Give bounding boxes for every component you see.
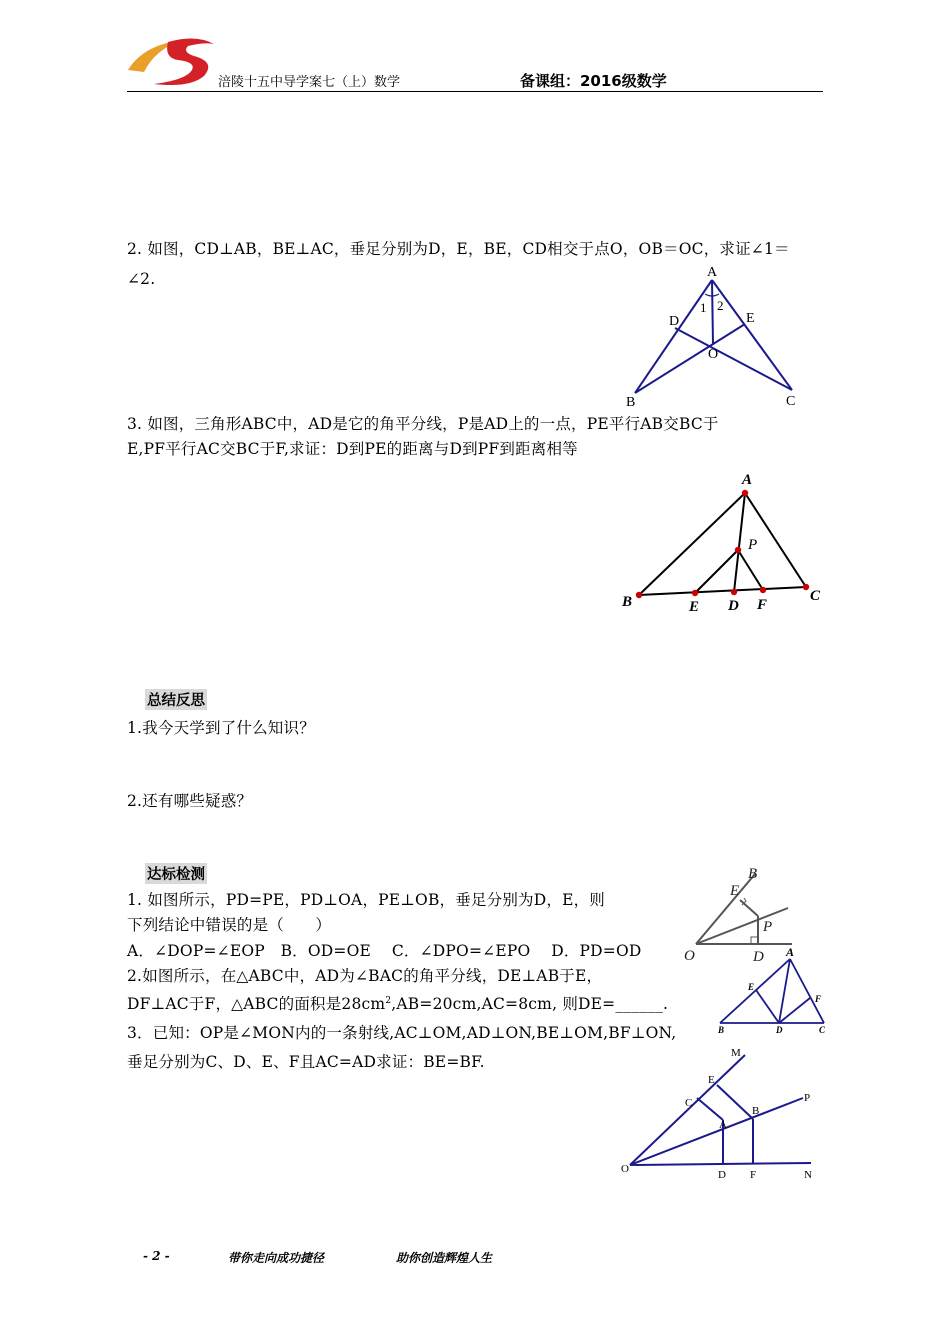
test-p3-line2: 垂足分别为C、D、E、F且AC=AD求证：BE=BF.: [127, 1053, 485, 1071]
fig3-label-D: D: [718, 1169, 726, 1181]
q3-text-line2: E,PF平行AC交BC于F,求证：D到PE的距离与D到PF到距离相等: [127, 440, 578, 458]
test-p1-options: A．∠DOP=∠EOP B．OD=OE C．∠DPO=∠EPO D．PD=OD: [127, 942, 642, 960]
fig2-label-A: A: [786, 946, 795, 959]
q3-seg-AD: [734, 493, 745, 592]
q2-label-C: C: [786, 394, 796, 409]
fig2-seg-AB: [720, 959, 790, 1023]
q2-label-B: B: [626, 395, 636, 410]
fig3-ray-OM: [630, 1055, 745, 1165]
fig3-seg-BE: [717, 1085, 753, 1119]
fig3-ray-ON: [630, 1163, 811, 1165]
q3-label-C: C: [810, 588, 821, 604]
q3-label-F: F: [757, 597, 768, 613]
q2-figure: [620, 260, 810, 410]
fig2-label-C: C: [819, 1025, 826, 1035]
fig3-ray-OP: [630, 1098, 803, 1165]
header-title: 涪陵十五中导学案七（上）数学: [218, 75, 401, 90]
q3-label-E: E: [689, 599, 700, 615]
q2-text-line2: ∠2.: [127, 270, 156, 288]
q3-seg-PE: [695, 550, 738, 593]
q2-seg-EB: [635, 324, 745, 393]
q2-label-E: E: [746, 311, 755, 326]
test-p2-line2b: ,AB=20cm,AC=8cm, 则DE=______.: [391, 995, 669, 1013]
test-p2-line2: [127, 992, 668, 1014]
summary-q2: 2.还有哪些疑惑？: [127, 792, 253, 810]
test-p2-sup: 2: [385, 995, 392, 1006]
q2-label-2: 2: [717, 298, 724, 313]
header-rule: [127, 91, 823, 92]
summary-title: 总结反思: [145, 689, 207, 710]
fig2-label-F: F: [815, 994, 822, 1004]
q3-figure: [610, 468, 830, 618]
fig1-seg-PE: [740, 900, 758, 916]
footer-page: - 2 -: [143, 1249, 170, 1263]
q3-label-B: B: [622, 594, 633, 610]
q2-seg-AO: [712, 280, 713, 344]
q3-label-A: A: [742, 472, 753, 488]
test-p1-line2: 下列结论中错误的是（ ）: [127, 916, 332, 934]
fig3-label-E: E: [708, 1074, 715, 1086]
q3-label-P: P: [748, 537, 758, 553]
fig1-label-O: O: [684, 948, 695, 964]
q3-label-D: D: [728, 598, 739, 614]
fig3-label-F: F: [750, 1169, 757, 1181]
fig1-label-E: E: [730, 883, 740, 899]
fig3-label-B: B: [752, 1105, 760, 1117]
fig3-seg-AC: [697, 1098, 723, 1120]
q2-text-line1: 2. 如图，CD⊥AB，BE⊥AC，垂足分别为D，E，BE，CD相交于点O，OB＝OC，求证∠1＝: [127, 240, 790, 258]
fig2-label-B: B: [718, 1025, 725, 1035]
header-group: 备课组：2016级数学: [520, 72, 667, 90]
q3-seg-BC: [639, 587, 806, 595]
fig3-label-M: M: [731, 1047, 741, 1059]
test-fig2: [712, 946, 832, 1036]
q3-seg-AB: [639, 493, 745, 595]
fig3-label-C: C: [685, 1097, 693, 1109]
q2-label-A: A: [707, 265, 718, 280]
q3-text-line1: 3. 如图，三角形ABC中，AD是它的角平分线，P是AD上的一点，PE平行AB交BC于: [127, 415, 719, 433]
q2-seg-DC: [675, 328, 792, 390]
fig3-label-N: N: [804, 1169, 812, 1181]
fig3-label-O: O: [621, 1163, 629, 1175]
fig1-label-P: P: [763, 919, 773, 935]
summary-q1: 1.我今天学到了什么知识？: [127, 719, 315, 737]
fig1-label-B: B: [748, 866, 758, 882]
q2-seg-AC: [712, 280, 792, 390]
fig2-seg-DF: [779, 998, 810, 1023]
test-p2-line2a: DF⊥AC于F，△ABC的面积是28cm: [127, 995, 386, 1013]
q2-label-D: D: [669, 314, 680, 329]
fig2-seg-AC: [790, 959, 824, 1023]
test-fig3: [615, 1040, 825, 1185]
q2-label-1: 1: [700, 300, 707, 315]
test-p3-line1: 3．已知：OP是∠MON内的一条射线,AC⊥OM,AD⊥ON,BE⊥OM,BF⊥ON,: [127, 1024, 677, 1042]
fig1-ray-OP: [696, 908, 788, 944]
fig1-label-D: D: [753, 949, 764, 965]
footer-slogan2: 助你创造辉煌人生: [396, 1251, 493, 1265]
fig2-seg-DE: [756, 990, 779, 1023]
fig3-label-P: P: [804, 1092, 811, 1104]
q2-seg-AB: [635, 280, 712, 393]
fig2-label-E: E: [748, 982, 755, 992]
footer-slogan1: 带你走向成功捷径: [228, 1251, 325, 1265]
fig2-label-D: D: [776, 1025, 783, 1035]
school-logo: [124, 32, 224, 88]
q2-label-O: O: [708, 347, 719, 362]
q3-seg-PF: [738, 550, 763, 590]
test-p1-line1: 1. 如图所示，PD=PE，PD⊥OA，PE⊥OB，垂足分别为D，E，则: [127, 891, 605, 909]
fig3-label-A: A: [719, 1119, 727, 1131]
test-p2-line1: 2.如图所示，在△ABC中，AD为∠BAC的角平分线，DE⊥AB于E，: [127, 967, 603, 985]
test-title: 达标检测: [145, 863, 207, 884]
